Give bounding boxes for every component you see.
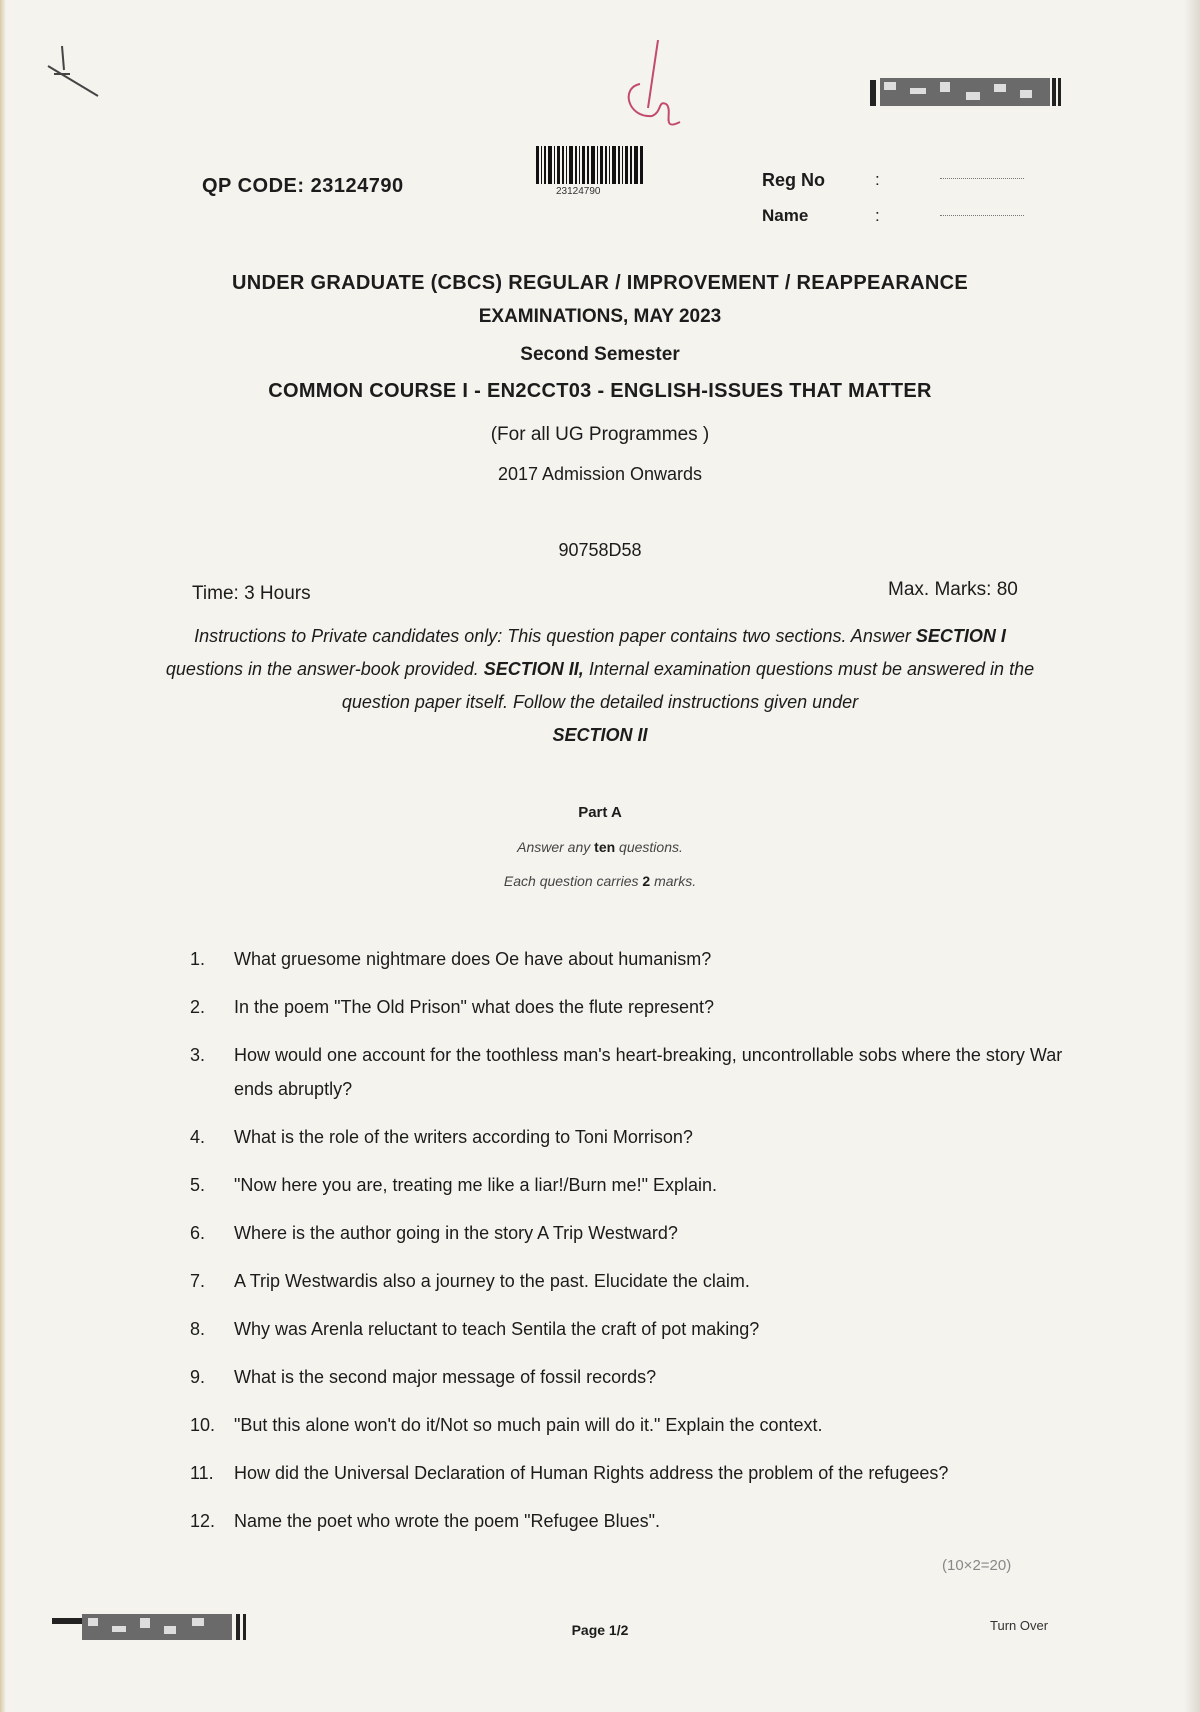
qp-code: QP CODE: 23124790 <box>202 175 404 197</box>
question-number: 2. <box>190 997 206 1017</box>
instruction-1-count: ten <box>594 839 616 855</box>
instructions-part3: Internal examination questions must be answered in the question paper itself. Follow the detailed instructions given under <box>341 659 1035 712</box>
question-number: 8. <box>190 1319 206 1339</box>
marks-summary: (10×2=20) <box>942 1557 1012 1574</box>
question-number: 11. <box>190 1463 214 1483</box>
question-number: 3. <box>190 1045 206 1065</box>
question-text: How did the Universal Declaration of Human Rights address the problem of the refugees? <box>234 1463 949 1483</box>
question-text: "But this alone won't do it/Not so much pain will do it." Explain the context. <box>234 1415 823 1435</box>
scanned-right-edge <box>1184 0 1200 1712</box>
exam-time: Time: 3 Hours <box>192 583 311 604</box>
question-number: 9. <box>190 1367 206 1387</box>
part-a-instruction-2 <box>0 873 1200 889</box>
question-number: 5. <box>190 1175 206 1195</box>
instructions <box>160 620 1040 752</box>
name-label: Name <box>762 206 809 225</box>
question-text: Where is the author going in the story A Trip Westward? <box>234 1223 678 1243</box>
name-colon: : <box>875 206 880 225</box>
instructions-section2: SECTION II <box>552 725 648 745</box>
top-right-barcode <box>870 76 1062 108</box>
reg-no-colon: : <box>875 170 880 189</box>
question-list <box>190 942 1070 1552</box>
question-text: "Now here you are, treating me like a liar!/Burn me!" Explain. <box>234 1175 717 1195</box>
instruction-2-pre: Each question carries <box>503 873 639 889</box>
part-a-heading: Part A <box>578 804 622 821</box>
reg-no-label: Reg No <box>762 170 825 190</box>
part-a-instruction-1 <box>0 839 1200 855</box>
question-text: A Trip Westwardis also a journey to the past. Elucidate the claim. <box>234 1271 750 1291</box>
max-marks: Max. Marks: 80 <box>888 579 1018 600</box>
question-item <box>190 1216 1070 1250</box>
qp-barcode <box>536 146 644 184</box>
instruction-1-post: questions. <box>619 839 683 855</box>
instructions-section1: SECTION I <box>915 626 1006 646</box>
admission-note: 2017 Admission Onwards <box>497 464 703 484</box>
question-item <box>190 942 1070 976</box>
turn-over-note: Turn Over <box>990 1618 1049 1633</box>
question-number: 4. <box>190 1127 206 1147</box>
instruction-2-marks: 2 <box>642 873 651 889</box>
programme-note: (For all UG Programmes ) <box>490 424 710 445</box>
question-text: How would one account for the toothless man's heart-breaking, uncontrollable sobs where the story War ends abruptly? <box>234 1045 1063 1099</box>
question-number: 6. <box>190 1223 206 1243</box>
question-text: What is the role of the writers according to Toni Morrison? <box>234 1127 693 1147</box>
instructions-part1: Instructions to Private candidates only: This question paper contains two sections. Answer <box>194 626 911 646</box>
question-text: What gruesome nightmare does Oe have about humanism? <box>234 949 712 969</box>
question-text: Why was Arenla reluctant to teach Sentila the craft of pot making? <box>234 1319 760 1339</box>
question-item <box>190 1264 1070 1298</box>
question-text: Name the poet who wrote the poem "Refugee Blues". <box>234 1511 661 1531</box>
question-item <box>190 1408 1070 1442</box>
question-item <box>190 1312 1070 1346</box>
question-item <box>190 1168 1070 1202</box>
question-item <box>190 990 1070 1024</box>
instructions-section2-inline: SECTION II, <box>483 659 584 679</box>
semester: Second Semester <box>520 344 680 365</box>
name-field[interactable] <box>940 207 1024 216</box>
question-item <box>190 1038 1070 1106</box>
exam-title: UNDER GRADUATE (CBCS) REGULAR / IMPROVEMENT / REAPPEARANCE <box>232 272 968 294</box>
question-text: What is the second major message of fossil records? <box>234 1367 657 1387</box>
page-number: Page 1/2 <box>571 1622 629 1638</box>
instruction-1-pre: Answer any <box>517 839 591 855</box>
instruction-2-post: marks. <box>654 873 697 889</box>
question-item <box>190 1360 1070 1394</box>
scanned-left-edge <box>0 0 6 1712</box>
question-number: 10. <box>190 1415 216 1435</box>
question-text: In the poem "The Old Prison" what does the flute represent? <box>234 997 715 1017</box>
pen-scribble-mark <box>40 40 110 100</box>
question-number: 1. <box>190 949 206 969</box>
paper-code: 90758D58 <box>558 540 642 560</box>
question-number: 7. <box>190 1271 206 1291</box>
handwritten-signature <box>600 40 710 130</box>
exam-session: EXAMINATIONS, MAY 2023 <box>478 306 722 327</box>
reg-no-field[interactable] <box>940 170 1024 179</box>
course-title: COMMON COURSE I - EN2CCT03 - ENGLISH-ISSUES THAT MATTER <box>268 380 932 402</box>
barcode-number: 23124790 <box>556 186 601 197</box>
question-number: 12. <box>190 1511 216 1531</box>
instructions-part2: questions in the answer-book provided. <box>165 659 479 679</box>
question-item <box>190 1120 1070 1154</box>
question-item <box>190 1456 1070 1490</box>
question-item <box>190 1504 1070 1538</box>
